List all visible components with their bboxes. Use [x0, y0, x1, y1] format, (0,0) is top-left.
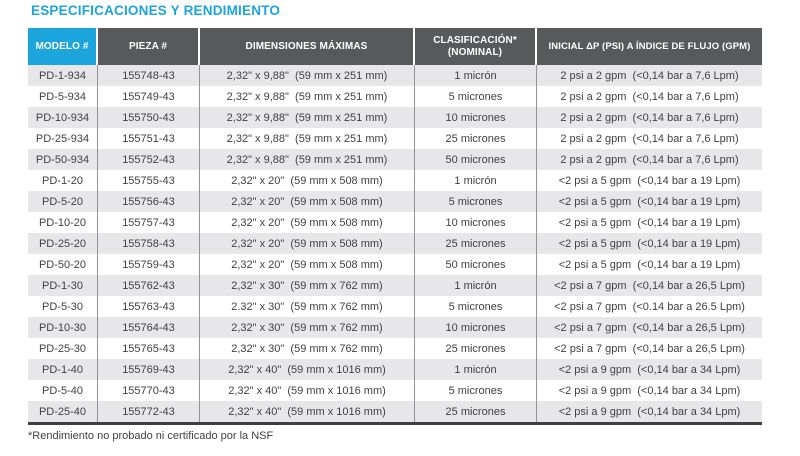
cell-modelo: PD-1-20 — [28, 170, 98, 191]
cell-dimensiones: 2,32" x 30" (59 mm x 762 mm) — [200, 317, 415, 338]
cell-clasificacion: 1 micrón — [415, 170, 537, 191]
cell-pieza: 155748-43 — [98, 65, 200, 86]
cell-clasificacion: 10 micrones — [415, 212, 537, 233]
table-row — [28, 296, 762, 317]
cell-pieza: 155762-43 — [98, 275, 200, 296]
cell-inicial-dp: <2 psi a 7 gpm (<0.14 bar a 26.5 Lpm) — [554, 300, 745, 313]
cell-clasificacion: 5 micrones — [415, 86, 537, 107]
table-header-row — [28, 28, 762, 65]
cell-inicial-dp: 2 psi a 2 gpm (<0,14 bar a 7,6 Lpm) — [560, 132, 739, 145]
cell-inicial-dp: 2 psi a 2 gpm (<0,14 bar a 7,6 Lpm) — [560, 153, 739, 166]
cell-clasificacion: 10 micrones — [415, 317, 537, 338]
cell-inicial-dp: <2 psi a 5 gpm (<0,14 bar a 19 Lpm) — [558, 258, 741, 271]
table-row — [28, 233, 762, 254]
page-title: ESPECIFICACIONES Y RENDIMIENTO — [31, 3, 281, 18]
cell-clasificacion: 1 micrón — [415, 359, 537, 380]
cell-clasificacion: 25 micrones — [415, 233, 537, 254]
cell-modelo: PD-10-934 — [28, 107, 98, 128]
table-body — [28, 65, 762, 422]
cell-inicial-dp: <2 psi a 9 gpm (<0,14 bar a 34 Lpm) — [558, 363, 741, 376]
cell-dimensiones: 2,32" x 20" (59 mm x 508 mm) — [200, 212, 415, 233]
table-row — [28, 380, 762, 401]
cell-dimensiones: 2,32" x 9,88" (59 mm x 251 mm) — [200, 65, 415, 86]
cell-modelo: PD-5-20 — [28, 191, 98, 212]
table-row — [28, 149, 762, 170]
cell-pieza: 155756-43 — [98, 191, 200, 212]
cell-inicial-dp: <2 psi a 5 gpm (<0,14 bar a 19 Lpm) — [558, 237, 741, 250]
cell-dimensiones: 2,32" x 40" (59 mm x 1016 mm) — [200, 401, 415, 422]
table-row — [28, 65, 762, 86]
table-row — [28, 212, 762, 233]
cell-dimensiones: 2.32" x 30" (59 mm x 762 mm) — [200, 296, 415, 317]
cell-clasificacion: 50 micrones — [415, 254, 537, 275]
cell-inicial-dp: <2 psi a 5 gpm (<0,14 bar a 19 Lpm) — [558, 216, 741, 229]
table-row — [28, 338, 762, 359]
cell-pieza: 155769-43 — [98, 359, 200, 380]
cell-dimensiones: 2,32" x 40" (59 mm x 1016 mm) — [200, 359, 415, 380]
cell-inicial-dp: <2 psi a 7 gpm (<0,14 bar a 26,5 Lpm) — [554, 321, 745, 334]
table-row — [28, 128, 762, 149]
cell-modelo: PD-5-30 — [28, 296, 98, 317]
cell-clasificacion: 5 micrones — [415, 296, 537, 317]
cell-pieza: 155758-43 — [98, 233, 200, 254]
table-bottom-border — [28, 422, 762, 425]
cell-modelo: PD-25-40 — [28, 401, 98, 422]
cell-pieza: 155770-43 — [98, 380, 200, 401]
cell-dimensiones: 2,32" x 9,88" (59 mm x 251 mm) — [200, 149, 415, 170]
cell-dimensiones: 2,32" x 30" (59 mm x 762 mm) — [200, 338, 415, 359]
column-header-modelo: MODELO # — [28, 28, 98, 65]
column-header-inicial-dp: INICIAL ΔP (PSI) A ÍNDICE DE FLUJO (GPM) — [537, 28, 762, 65]
cell-clasificacion: 25 micrones — [415, 338, 537, 359]
cell-modelo: PD-10-30 — [28, 317, 98, 338]
cell-clasificacion: 10 micrones — [415, 107, 537, 128]
cell-inicial-dp: <2 psi a 9 gpm (<0,14 bar a 34 Lpm) — [558, 384, 741, 397]
cell-clasificacion: 25 micrones — [415, 128, 537, 149]
cell-inicial-dp: <2 psi a 5 gpm (<0,14 bar a 19 Lpm) — [558, 195, 741, 208]
cell-dimensiones: 2,32" x 20" (59 mm x 508 mm) — [200, 254, 415, 275]
cell-inicial-dp: <2 psi a 5 gpm (<0,14 bar a 19 Lpm) — [558, 174, 741, 187]
cell-clasificacion: 1 micrón — [415, 65, 537, 86]
cell-clasificacion: 50 micrones — [415, 149, 537, 170]
cell-dimensiones: 2,32" x 9,88" (59 mm x 251 mm) — [200, 107, 415, 128]
cell-inicial-dp: <2 psi a 7 gpm (<0,14 bar a 26,5 Lpm) — [554, 342, 745, 355]
cell-pieza: 155752-43 — [98, 149, 200, 170]
table-row — [28, 275, 762, 296]
cell-modelo: PD-25-934 — [28, 128, 98, 149]
table-row — [28, 401, 762, 422]
cell-dimensiones: 2,32" x 20" (59 mm x 508 mm) — [200, 191, 415, 212]
cell-clasificacion: 5 micrones — [415, 380, 537, 401]
table-row — [28, 317, 762, 338]
footnote: *Rendimiento no probado ni certificado por la NSF — [28, 430, 274, 442]
cell-clasificacion: 1 micrón — [415, 275, 537, 296]
column-header-clasificacion-line1: CLASIFICACIÓN* — [433, 34, 517, 46]
cell-pieza: 155772-43 — [98, 401, 200, 422]
cell-dimensiones: 2,32" x 20" (59 mm x 508 mm) — [200, 233, 415, 254]
table-row — [28, 107, 762, 128]
cell-modelo: PD-1-40 — [28, 359, 98, 380]
cell-modelo: PD-1-934 — [28, 65, 98, 86]
cell-modelo: PD-50-20 — [28, 254, 98, 275]
cell-pieza: 155750-43 — [98, 107, 200, 128]
cell-modelo: PD-10-20 — [28, 212, 98, 233]
cell-dimensiones: 2,32" x 30" (59 mm x 762 mm) — [200, 275, 415, 296]
column-header-dimensiones: DIMENSIONES MÁXIMAS — [200, 28, 415, 65]
cell-modelo: PD-5-40 — [28, 380, 98, 401]
cell-modelo: PD-5-934 — [28, 86, 98, 107]
cell-modelo: PD-50-934 — [28, 149, 98, 170]
cell-modelo: PD-25-30 — [28, 338, 98, 359]
cell-inicial-dp: 2 psi a 2 gpm (<0,14 bar a 7,6 Lpm) — [560, 111, 739, 124]
cell-dimensiones: 2,32" x 20" (59 mm x 508 mm) — [200, 170, 415, 191]
column-header-pieza: PIEZA # — [98, 28, 200, 65]
cell-dimensiones: 2,32" x 9,88" (59 mm x 251 mm) — [200, 128, 415, 149]
cell-inicial-dp: 2 psi a 2 gpm (<0,14 bar a 7,6 Lpm) — [560, 69, 739, 82]
cell-pieza: 155749-43 — [98, 86, 200, 107]
cell-dimensiones: 2,32" x 9,88" (59 mm x 251 mm) — [200, 86, 415, 107]
cell-inicial-dp: <2 psi a 9 gpm (<0,14 bar a 34 Lpm) — [558, 405, 741, 418]
cell-inicial-dp: <2 psi a 7 gpm (<0,14 bar a 26,5 Lpm) — [554, 279, 745, 292]
cell-clasificacion: 25 micrones — [415, 401, 537, 422]
cell-dimensiones: 2,32" x 40" (59 mm x 1016 mm) — [200, 380, 415, 401]
cell-modelo: PD-25-20 — [28, 233, 98, 254]
cell-pieza: 155759-43 — [98, 254, 200, 275]
cell-modelo: PD-1-30 — [28, 275, 98, 296]
cell-pieza: 155765-43 — [98, 338, 200, 359]
cell-pieza: 155751-43 — [98, 128, 200, 149]
cell-clasificacion: 5 micrones — [415, 191, 537, 212]
table-row — [28, 191, 762, 212]
column-header-clasificacion — [415, 28, 537, 65]
table-row — [28, 254, 762, 275]
specs-table — [28, 28, 762, 425]
cell-pieza: 155763-43 — [98, 296, 200, 317]
cell-pieza: 155755-43 — [98, 170, 200, 191]
cell-pieza: 155764-43 — [98, 317, 200, 338]
cell-inicial-dp: 2 psi a 2 gpm (<0,14 bar a 7,6 Lpm) — [560, 90, 739, 103]
table-row — [28, 170, 762, 191]
table-row — [28, 86, 762, 107]
column-header-clasificacion-line2: (NOMINAL) — [447, 46, 503, 58]
cell-pieza: 155757-43 — [98, 212, 200, 233]
table-row — [28, 359, 762, 380]
